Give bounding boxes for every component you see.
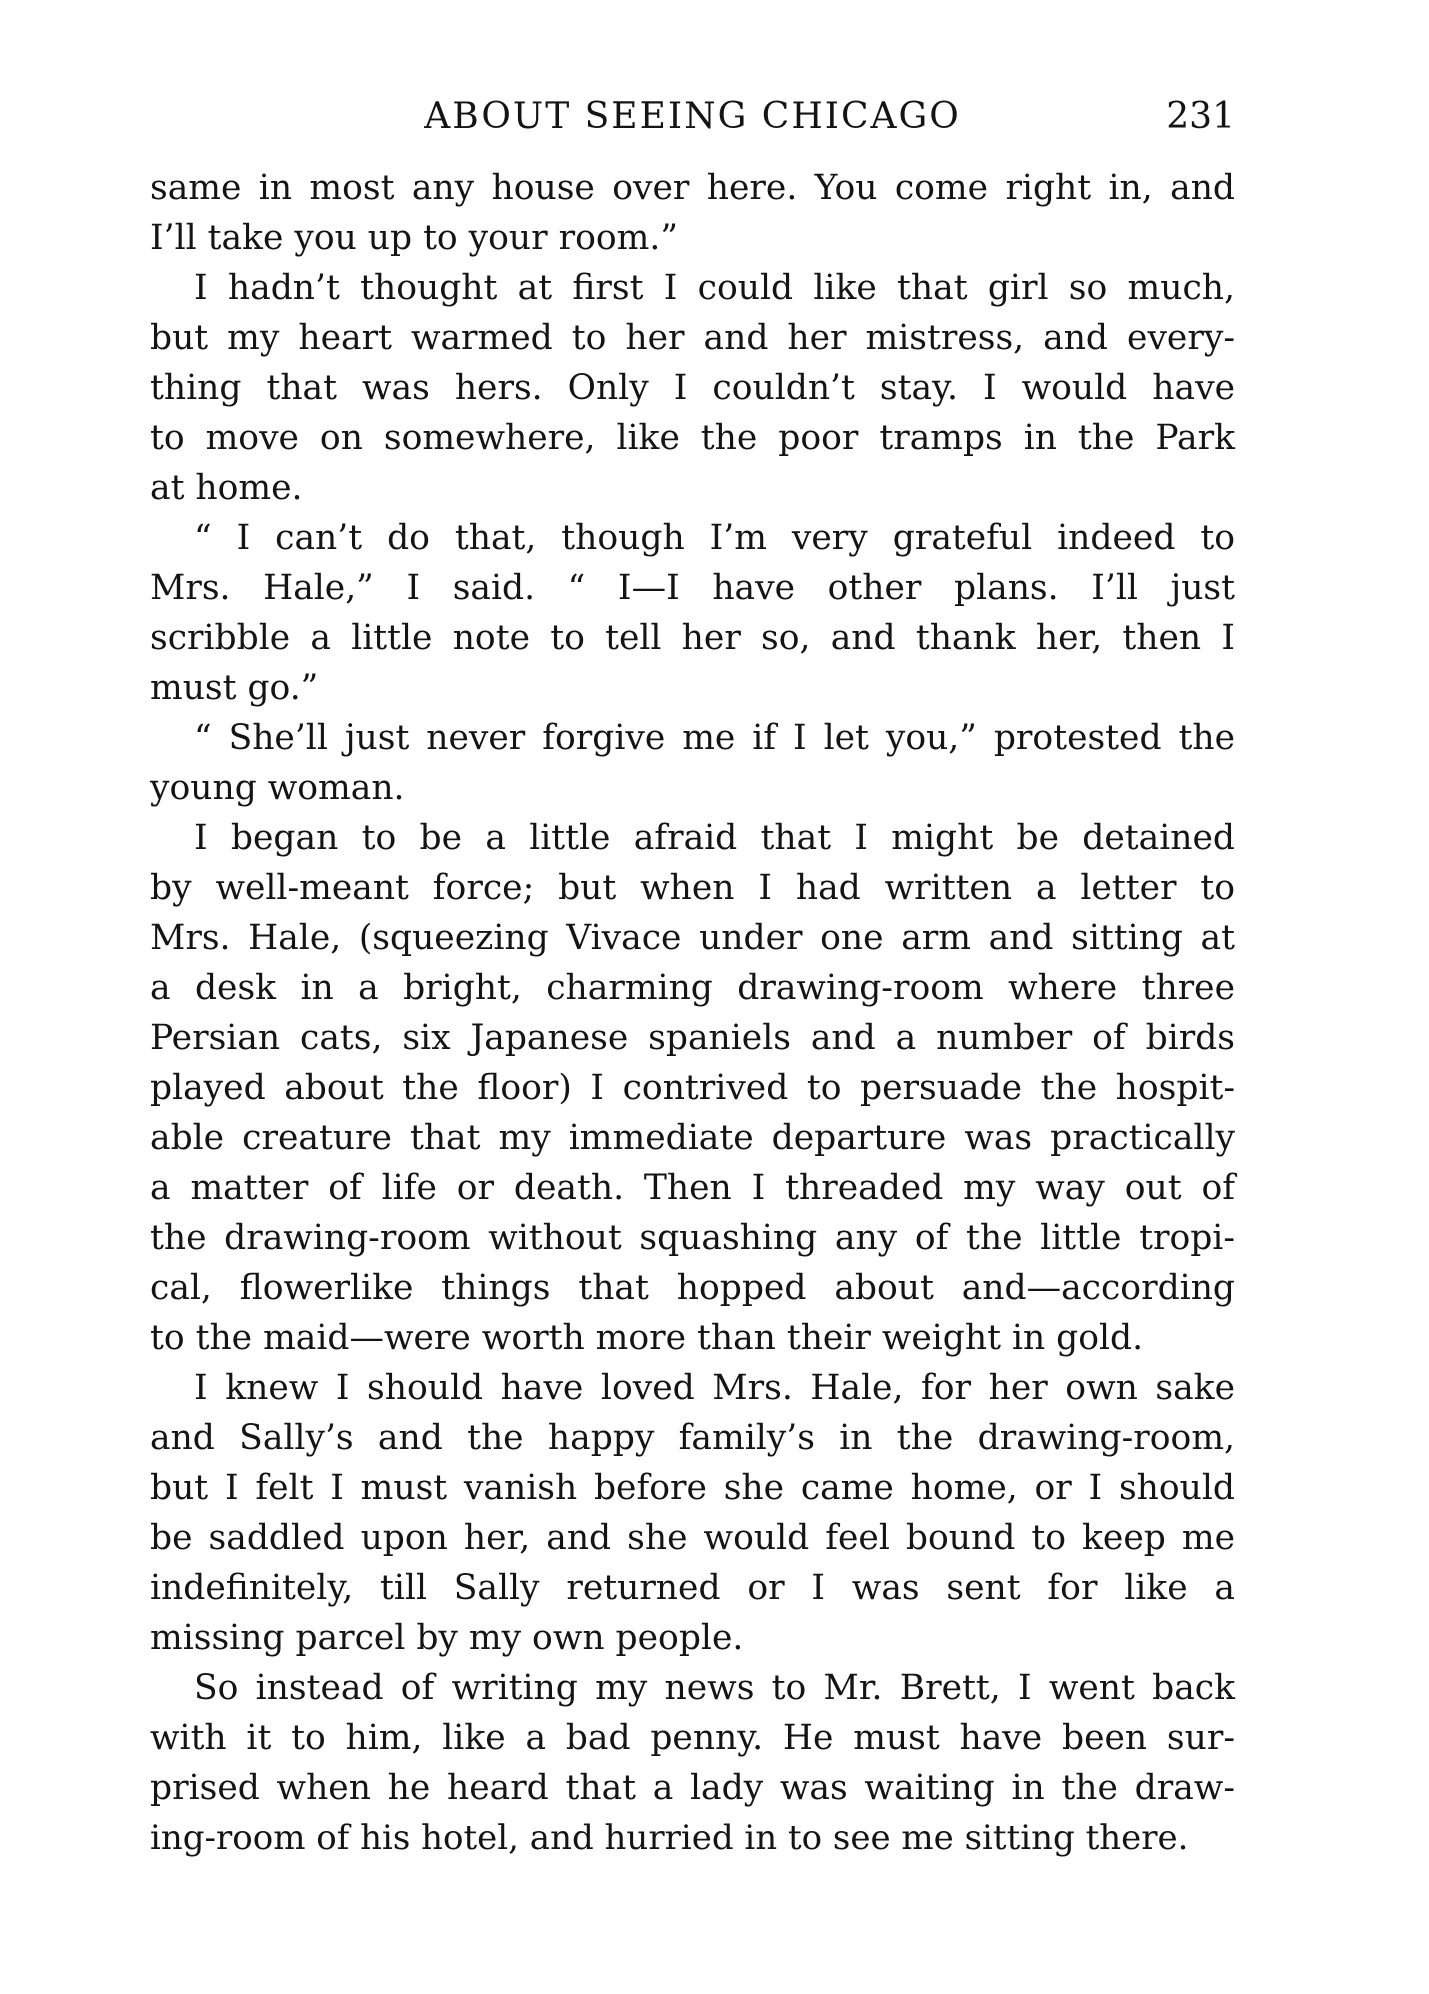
- text-line: I’ll take you up to your room.”: [150, 218, 678, 258]
- page-number: 231: [1166, 96, 1235, 137]
- running-title: ABOUT SEEING CHICAGO: [424, 96, 961, 137]
- text-line: a matter of life or death. Then I threaded my way out of: [150, 1168, 1235, 1208]
- text-line: with it to him, like a bad penny. He must have been sur-: [150, 1718, 1235, 1758]
- text-line: So instead of writing my news to Mr. Brett, I went back: [194, 1668, 1235, 1708]
- running-head: [150, 92, 1235, 142]
- text-line: able creature that my immediate departure was practically: [150, 1118, 1235, 1158]
- text-line: to the maid—were worth more than their weight in gold.: [150, 1318, 1144, 1358]
- text-line: by well-meant force; but when I had written a letter to: [150, 868, 1235, 908]
- text-line: indefinitely, till Sally returned or I was sent for like a: [150, 1568, 1235, 1608]
- text-line: thing that was hers. Only I couldn’t stay. I would have: [150, 368, 1235, 408]
- body-text: [150, 163, 1235, 1863]
- text-line: Persian cats, six Japanese spaniels and a number of birds: [150, 1018, 1235, 1058]
- text-line: ing-room of his hotel, and hurried in to see me sitting there.: [150, 1818, 1189, 1858]
- text-line: Mrs. Hale, (squeezing Vivace under one arm and sitting at: [150, 918, 1235, 958]
- text-line: scribble a little note to tell her so, and thank her, then I: [150, 618, 1235, 658]
- text-line: missing parcel by my own people.: [150, 1618, 744, 1658]
- text-line: prised when he heard that a lady was waiting in the draw-: [150, 1768, 1235, 1808]
- text-line: the drawing-room without squashing any of the little tropi-: [150, 1218, 1235, 1258]
- text-line: and Sally’s and the happy family’s in the drawing-room,: [150, 1418, 1235, 1458]
- text-line: but my heart warmed to her and her mistress, and every-: [150, 318, 1235, 358]
- text-line: a desk in a bright, charming drawing-room where three: [150, 968, 1235, 1008]
- text-line: I knew I should have loved Mrs. Hale, for her own sake: [194, 1368, 1235, 1408]
- text-line: played about the floor) I contrived to persuade the hospit-: [150, 1068, 1235, 1108]
- text-line: “ I can’t do that, though I’m very grateful indeed to: [194, 518, 1235, 558]
- text-line: I hadn’t thought at first I could like that girl so much,: [194, 268, 1235, 308]
- text-line: but I felt I must vanish before she came home, or I should: [150, 1468, 1235, 1508]
- text-line: to move on somewhere, like the poor tramps in the Park: [150, 418, 1235, 458]
- text-line: I began to be a little afraid that I might be detained: [194, 818, 1235, 858]
- text-line: young woman.: [150, 768, 405, 808]
- text-line: be saddled upon her, and she would feel bound to keep me: [150, 1518, 1235, 1558]
- text-line: cal, flowerlike things that hopped about and—according: [150, 1268, 1235, 1308]
- text-line: same in most any house over here. You come right in, and: [150, 168, 1235, 208]
- text-line: must go.”: [150, 668, 319, 708]
- text-line: at home.: [150, 468, 303, 508]
- text-line: “ She’ll just never forgive me if I let you,” protested the: [194, 718, 1235, 758]
- text-line: Mrs. Hale,” I said. “ I—I have other plans. I’ll just: [150, 568, 1235, 608]
